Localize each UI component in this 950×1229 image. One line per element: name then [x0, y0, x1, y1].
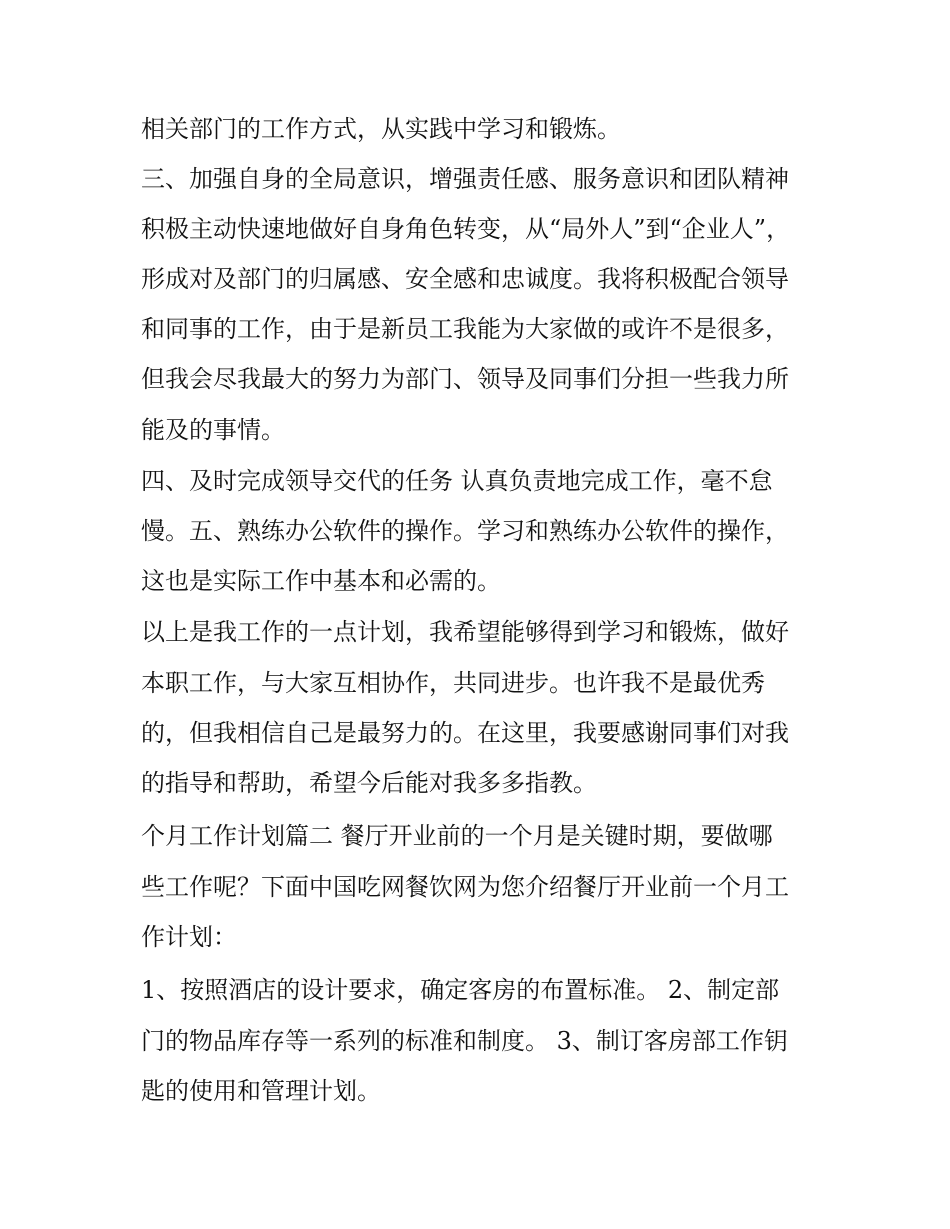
- text-line: 但我会尽我最大的努力为部门、领导及同事们分担一些我力所: [141, 365, 789, 393]
- text-line: 匙的使用和管理计划。: [141, 1077, 381, 1105]
- text-line: 的，但我相信自己是最努力的。在这里，我要感谢同事们对我: [141, 719, 789, 747]
- text-line: 作计划：: [141, 923, 237, 951]
- text-line: 慢。五、熟练办公软件的操作。学习和熟练办公软件的操作，: [141, 517, 789, 545]
- text-line: 四、及时完成领导交代的任务 认真负责地完成工作，毫不怠: [141, 467, 773, 495]
- text-line: 这也是实际工作中基本和必需的。: [141, 567, 501, 595]
- text-line: 本职工作，与大家互相协作，共同进步。也许我不是最优秀: [141, 669, 765, 697]
- text-line: 相关部门的工作方式，从实践中学习和锻炼。: [141, 115, 621, 143]
- text-line: 能及的事情。: [141, 416, 285, 444]
- text-line: 形成对及部门的归属感、安全感和忠诚度。我将积极配合领导: [141, 265, 789, 293]
- text-line: 三、加强自身的全局意识，增强责任感、服务意识和团队精神: [141, 165, 789, 193]
- text-line: 以上是我工作的一点计划，我希望能够得到学习和锻炼，做好: [141, 618, 789, 646]
- text-line: 些工作呢？下面中国吃网餐饮网为您介绍餐厅开业前一个月工: [141, 873, 789, 901]
- text-line: 个月工作计划篇二 餐厅开业前的一个月是关键时期，要做哪: [141, 822, 773, 850]
- text-line: 和同事的工作，由于是新员工我能为大家做的或许不是很多，: [141, 315, 789, 343]
- text-line: 积极主动快速地做好自身角色转变，从“局外人”到“企业人”，: [141, 215, 791, 243]
- text-line: 门的物品库存等一系列的标准和制度。 3、制订客房部工作钥: [141, 1027, 788, 1055]
- text-line: 1、按照酒店的设计要求，确定客房的布置标准。 2、制定部: [141, 976, 780, 1004]
- text-line: 的指导和帮助，希望今后能对我多多指教。: [141, 769, 597, 797]
